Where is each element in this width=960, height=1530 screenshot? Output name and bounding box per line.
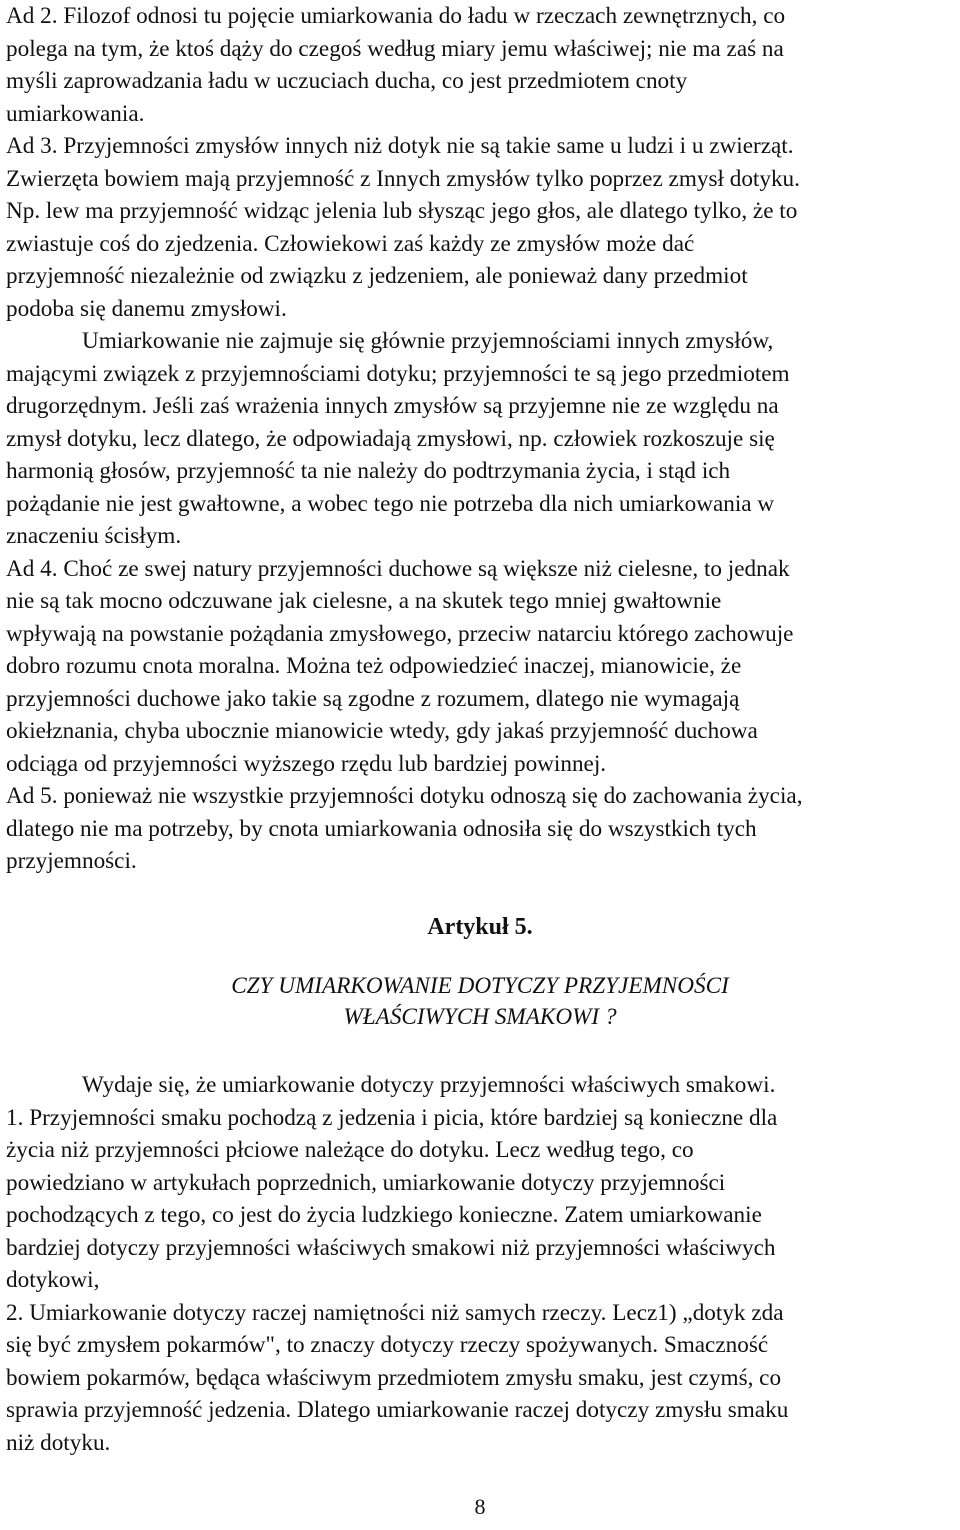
paragraph-ad-3: Ad 3. Przyjemności zmysłów innych niż dotyk nie są takie same u ludzi i u zwierząt. Zwierzęta bowiem mają przyjemność z Innych zmysłów tylko poprzez zmysł dotyku. Np. lew ma przyjemność widząc jelenia lub słysząc jego głos, ale dlatego tylko, że to zwiastuje coś do zjedzenia. Człowiekowi zaś każdy ze zmysłów może dać przyjemność niezależnie od związku z jedzeniem, ale ponieważ dany przedmiot podoba się danemu zmysłowi. (6, 133, 800, 322)
paragraph-ad-5: Ad 5. ponieważ nie wszystkie przyjemności dotyku odnoszą się do zachowania życia, dlatego nie ma potrzeby, by cnota umiarkowania odnosiła się do wszystkich tych przyjemności. (6, 783, 803, 874)
document-page (6, 0, 954, 1459)
paragraph-ad-4: Ad 4. Choć ze swej natury przyjemności duchowe są większe niż cielesne, to jednak nie są tak mocno odczuwane jak cielesne, a na skutek tego mniej gwałtownie wpływają na powstanie pożądania zmysłowego, przeciw natarciu którego zachowuje dobro rozumu cnota moralna. Można też odpowiedzieć inaczej, mianowicie, że przyjemności duchowe jako takie są zgodne z rozumem, dlatego nie wymagają okiełznania, chyba ubocznie mianowicie wtedy, gdy jakaś przyjemność duchowa odciąga od przyjemności wyższego rzędu lub bardziej powinnej. (6, 555, 794, 777)
article-title: Artykuł 5. (427, 913, 533, 940)
lead-sentence: Wydaje się, że umiarkowanie dotyczy przyjemności właściwych smakowi. (82, 1072, 776, 1098)
paragraph-umiarkowanie: Umiarkowanie nie zajmuje się głównie przyjemnościami innych zmysłów, mającymi związek z przyjemnościami dotyku; przyjemności te są jego przedmiotem drugorzędnym. Jeśli zaś wrażenia innych zmysłów są przyjemne nie ze względu na zmysł dotyku, lecz dlatego, że odpowiadają zmysłowi, np. człowiek rozkoszuje się harmonią głosów, przyjemność ta nie należy do podtrzymania życia, i stąd ich pożądanie nie jest gwałtowne, a wobec tego nie potrzeba dla nich umiarkowania w znaczeniu ścisłym. (6, 328, 790, 549)
paragraph-ad-2: Ad 2. Filozof odnosi tu pojęcie umiarkowania do ładu w rzeczach zewnętrznych, co polega na tym, że ktoś dąży do czegoś według miary jemu właściwej; nie ma zaś na myśli zaprowadzania ładu w uczuciach ducha, co jest przedmiotem cnoty umiarkowania. (6, 3, 786, 127)
objection-1: 1. Przyjemności smaku pochodzą z jedzenia i picia, które bardziej są konieczne dla życia niż przyjemności płciowe należące do dotyku. Lecz według tego, co powiedziano w artykułach poprzednich, umiarkowanie dotyczy przyjemności pochodzących z tego, co jest do życia ludzkiego konieczne. Zatem umiarkowanie bardziej dotyczy przyjemności właściwych smakowi niż przyjemności właściwych dotykowi, (6, 1104, 778, 1293)
page-number: 8 (474, 1494, 486, 1519)
objection-2: 2. Umiarkowanie dotyczy raczej namiętności niż samych rzeczy. Lecz1) „dotyk zda się być zmysłem pokarmów", to znaczy dotyczy rzeczy spożywanych. Smaczność bowiem pokarmów, będąca właściwym przedmiotem zmysłu smaku, jest czymś, co sprawia przyjemność jedzenia. Dlatego umiarkowanie raczej dotyczy zmysłu smaku niż dotyku. (6, 1299, 789, 1456)
article-question: CZY UMIARKOWANIE DOTYCZY PRZYJEMNOŚCI WŁAŚCIWYCH SMAKOWI ? (231, 973, 729, 1030)
